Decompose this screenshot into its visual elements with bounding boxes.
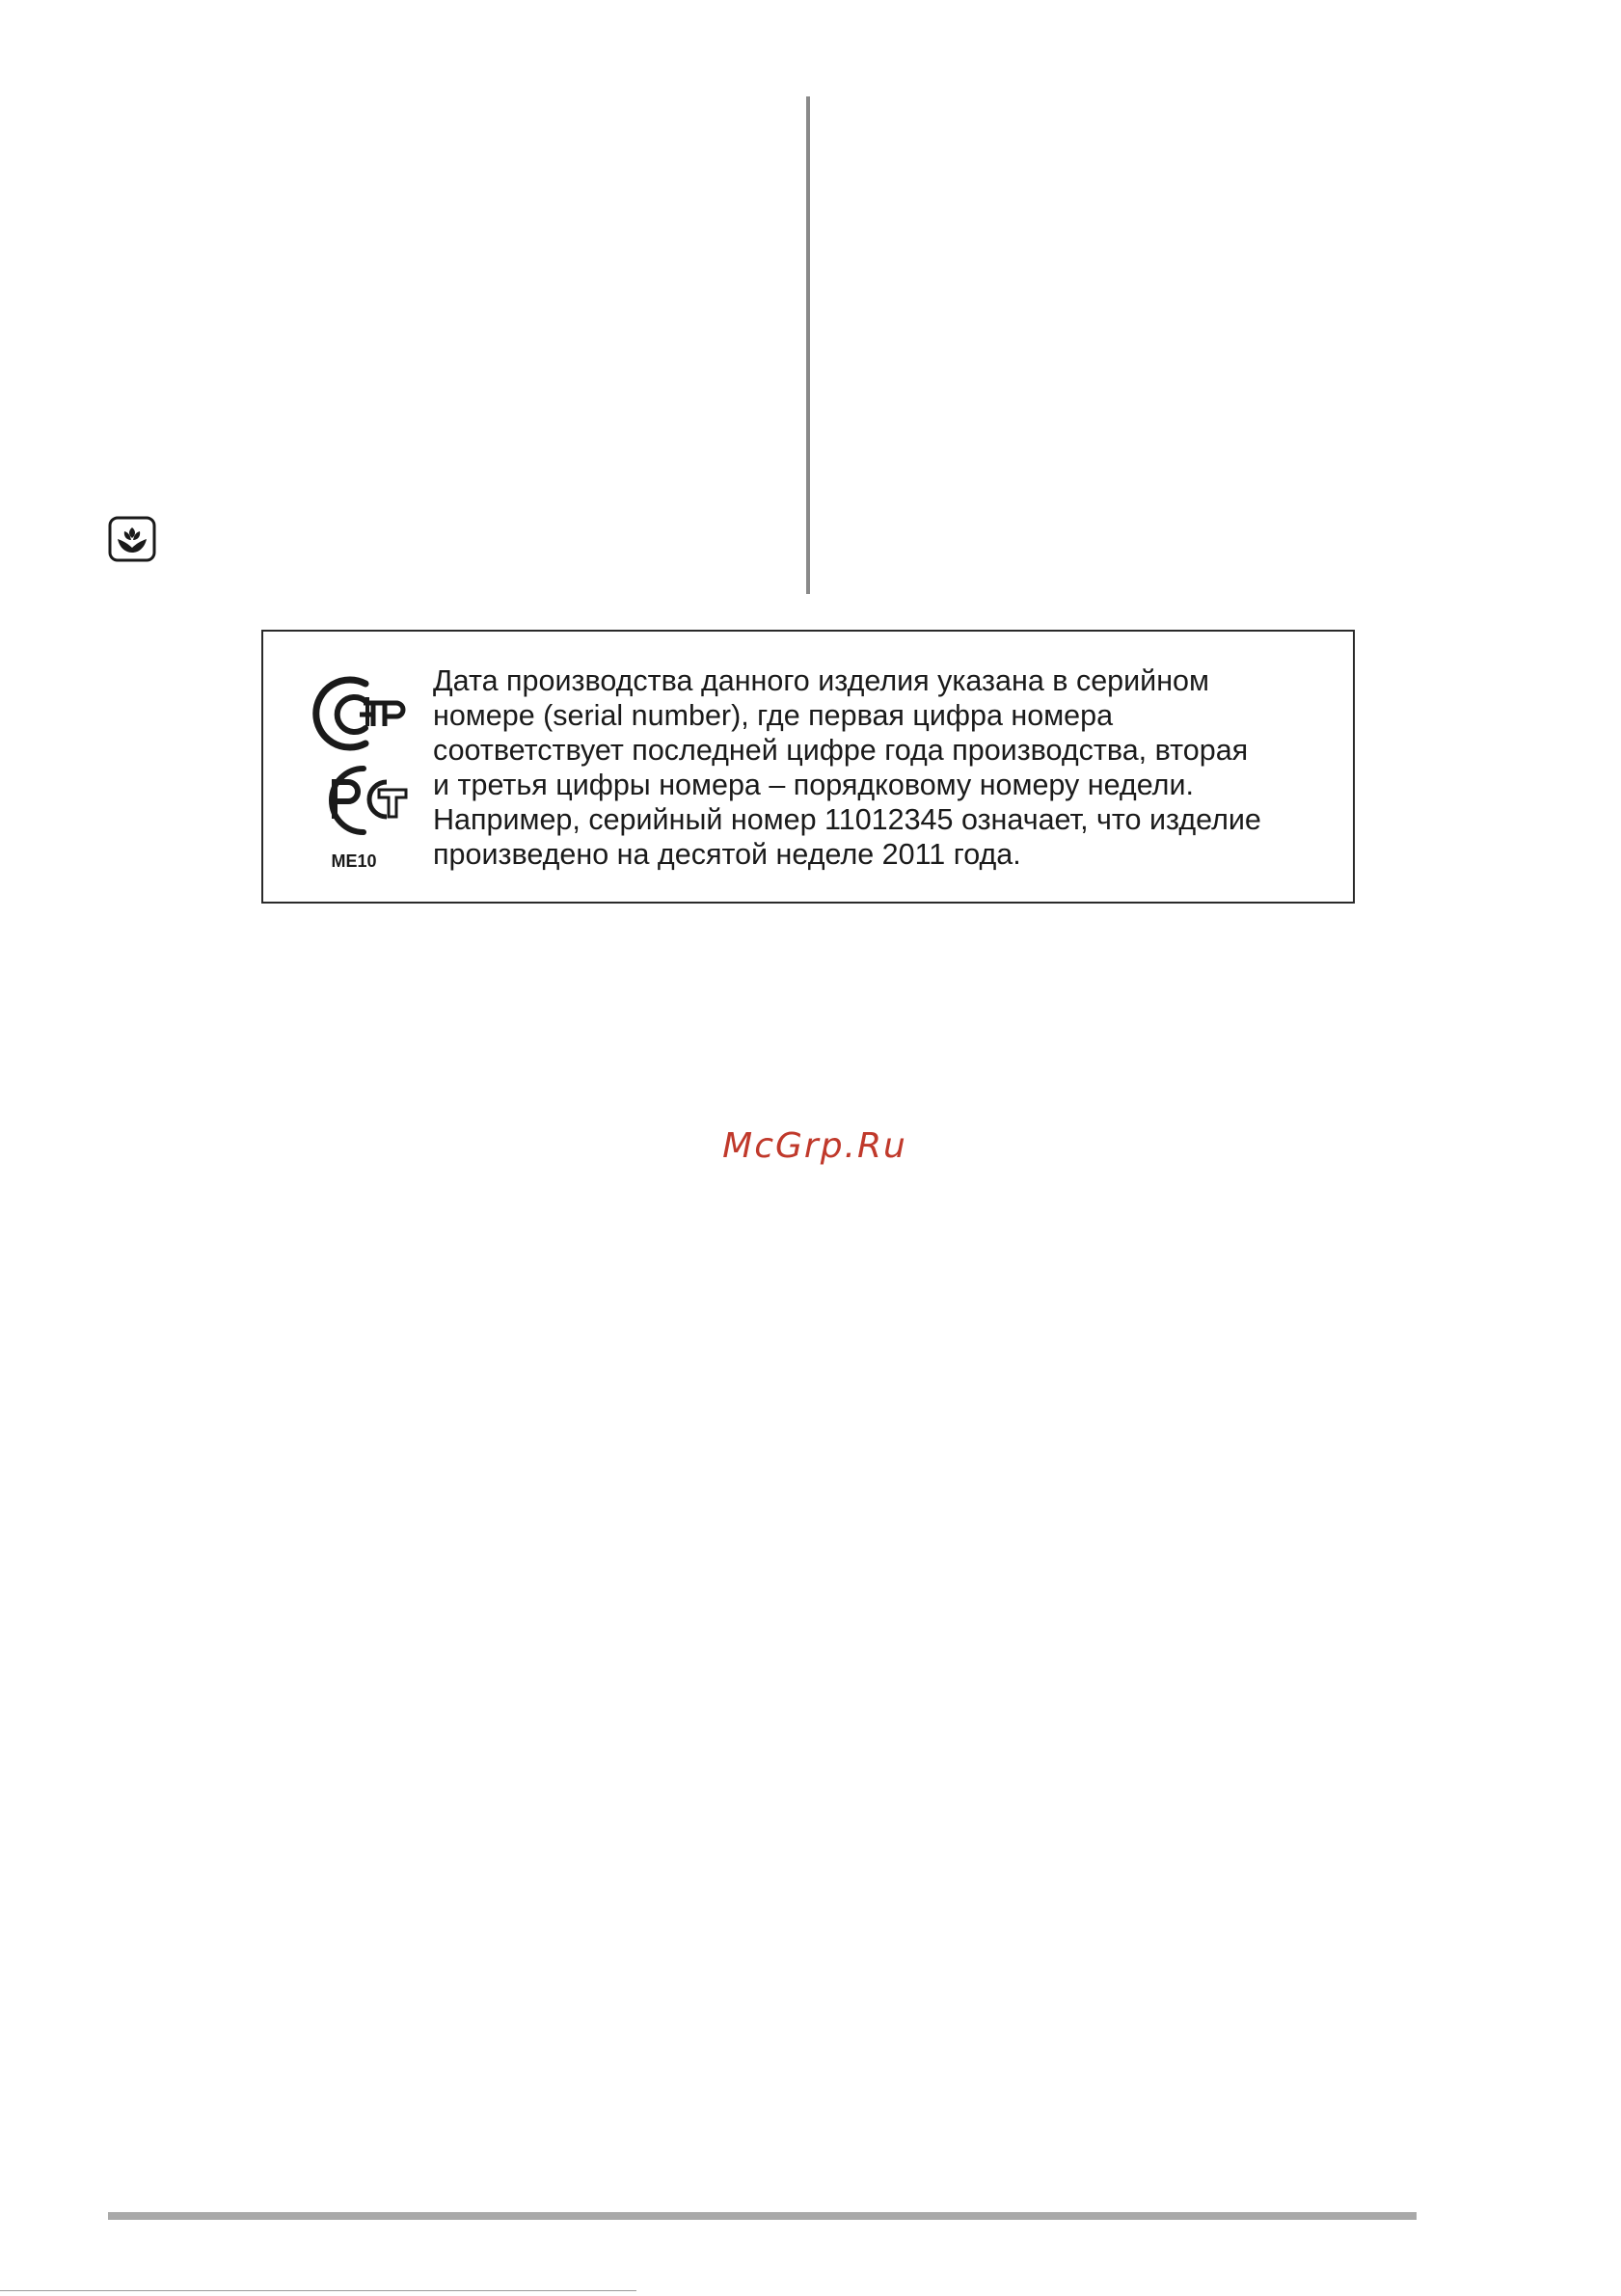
- certification-code: ME10: [331, 851, 377, 871]
- column-divider: [806, 96, 810, 594]
- watermark: McGrp.Ru: [722, 1126, 907, 1166]
- notice-line: Например, серийный номер 11012345 означает, что изделие: [433, 803, 1261, 836]
- notice-line: соответствует последней цифре года производства, вторая: [433, 734, 1249, 767]
- notice-line: номере (serial number), где первая цифра номера: [433, 699, 1114, 732]
- gost-r-tr-mark-icon: [306, 668, 412, 757]
- environment-flower-icon: [108, 516, 156, 562]
- notice-line: Дата производства данного изделия указана в серийном: [433, 664, 1209, 697]
- footer-rule: [108, 2212, 1417, 2220]
- manufacture-date-notice: [261, 630, 1355, 904]
- pct-certification-mark-icon: [306, 761, 412, 840]
- notice-line: и третья цифры номера – порядковому номеру недели.: [433, 769, 1194, 801]
- notice-line: произведено на десятой неделе 2011 года.: [433, 838, 1021, 871]
- bottom-hairline: [0, 2290, 636, 2291]
- notice-text: [433, 663, 1339, 872]
